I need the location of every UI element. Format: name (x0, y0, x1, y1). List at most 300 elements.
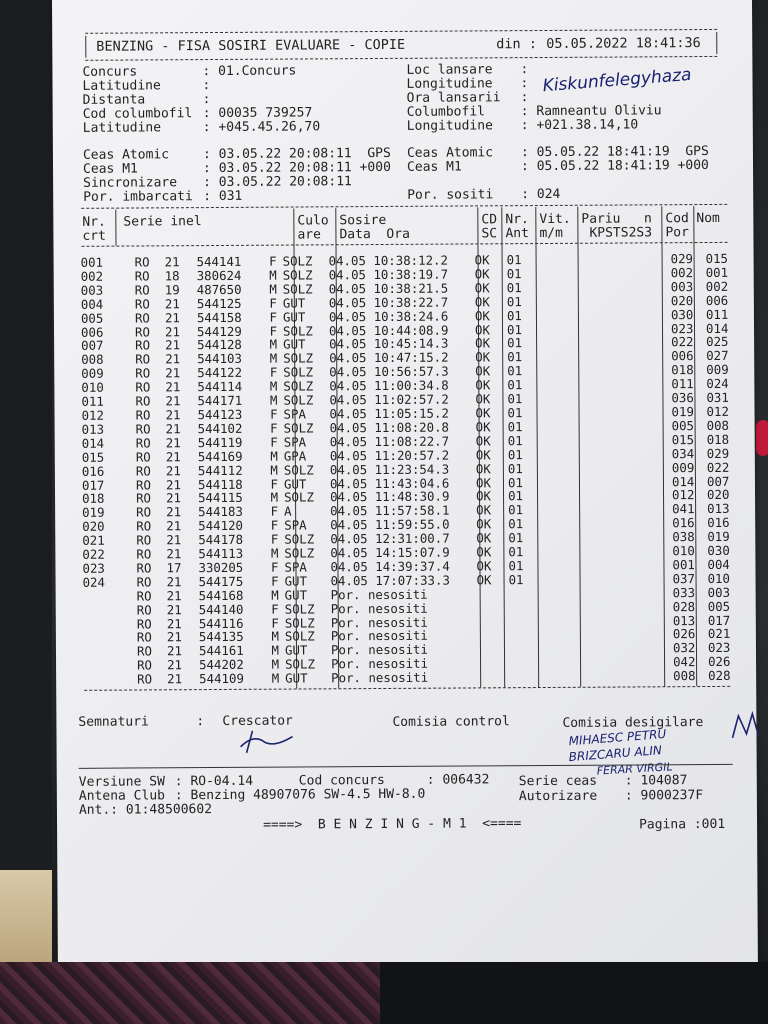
cell-nom: 020 (706, 487, 730, 503)
header-serie: Serie inel (123, 214, 202, 230)
cell-nom: 023 (707, 640, 731, 656)
cell-cd: OK (476, 502, 492, 518)
info-value: : (202, 92, 211, 108)
cell-inel: 544102 (197, 420, 243, 436)
cell-cod: 005 (671, 417, 695, 434)
red-object (756, 420, 768, 456)
cell-ant: 01 (508, 571, 524, 588)
cell-sex: F (271, 573, 279, 589)
cell-nr: 021 (82, 532, 105, 548)
header-left-border (85, 36, 86, 58)
cell-cd: OK (474, 280, 490, 296)
cell-tara: RO (134, 310, 150, 326)
cell-nom: 007 (706, 473, 730, 489)
cell-inel: 544135 (198, 629, 244, 645)
cell-nr: 016 (81, 463, 105, 479)
cell-sex: M (269, 378, 278, 394)
cell-tara: RO (135, 449, 151, 465)
cell-inel: 544116 (198, 615, 244, 631)
cell-sex: F (270, 420, 278, 436)
cell-ant: 01 (507, 432, 523, 449)
cell-sex: M (270, 448, 278, 464)
cell-nom: 031 (706, 389, 729, 406)
cell-sex: F (270, 476, 279, 492)
cell-nr (83, 603, 117, 617)
cell-nr: 004 (80, 296, 104, 312)
cell-sosire: 04.05 10:38:22.7 (328, 294, 449, 311)
cell-sosire: 04.05 11:00:34.8 (329, 377, 449, 394)
cell-cd (473, 629, 501, 643)
cell-tara: RO (136, 546, 152, 562)
comisia-control-label: Comisia control (392, 714, 510, 730)
cell-inel: 544123 (197, 406, 243, 423)
header-mm: m/m (539, 225, 563, 242)
cell-sex: M (271, 587, 279, 603)
cell-sex: F (271, 615, 279, 631)
cell-sosire: 04.05 11:02:57.2 (329, 391, 449, 408)
cell-cod: 011 (671, 376, 694, 392)
cell-sex: M (269, 350, 278, 367)
cell-ant: 01 (507, 419, 523, 435)
info-label: Cod columbofil (82, 106, 193, 122)
clock-value: : 031 (203, 188, 243, 205)
cell-sosire: Por. nesositi (330, 614, 428, 630)
handwritten-location: Kiskunfelegyhaza (541, 64, 693, 97)
cell-inel: 544168 (198, 587, 244, 603)
cell-inel: 544125 (196, 295, 242, 311)
footer-antena-label: Antena Club (78, 788, 166, 804)
header-nom: Nom (696, 210, 720, 227)
cell-ant (501, 656, 543, 670)
cell-an: 21 (164, 254, 180, 270)
cell-nom: 022 (706, 459, 730, 475)
header-kpsts: KPSTS2S3 (589, 225, 653, 241)
cell-nom: 012 (706, 403, 729, 419)
header-cd: CD (481, 212, 498, 228)
cell-sex: M (269, 281, 277, 297)
info-label: Concurs (82, 64, 138, 80)
printout-paper (52, 0, 758, 968)
cell-cod: 034 (671, 445, 695, 461)
cell-sex: F (270, 517, 279, 533)
cell-nom: 002 (705, 278, 729, 294)
clock-label: Por. imbarcati (83, 189, 193, 205)
cell-nr: 009 (81, 365, 104, 382)
cell-cul: GUT (284, 587, 308, 603)
info-label: Latitudine (82, 78, 161, 94)
cell-sex: F (269, 253, 277, 269)
cell-cd: OK (476, 572, 492, 588)
info-value: : +021.38.14,10 (520, 117, 639, 134)
cell-cod: 037 (672, 570, 695, 587)
cell-sosire: 04.05 10:47:15.2 (329, 349, 449, 366)
column-divider (115, 210, 116, 246)
cell-an: 18 (164, 268, 180, 284)
cell-sex: F (270, 559, 279, 575)
cell-tara: RO (136, 490, 152, 506)
cell-ant: 01 (508, 502, 524, 518)
cell-nom: 026 (708, 654, 731, 670)
header-nr-ant: Nr. (505, 212, 529, 228)
cell-inel: 544140 (198, 601, 244, 617)
cell-inel: 544158 (196, 309, 242, 325)
cell-sosire: Por. nesositi (330, 600, 428, 616)
cell-cul: SPA (284, 559, 307, 575)
cell-an: 21 (165, 435, 181, 451)
header-right-border (716, 32, 717, 54)
cell-ant: 01 (507, 474, 523, 490)
cell-nom: 001 (705, 264, 729, 280)
cell-cod: 026 (672, 626, 696, 642)
cell-inel: 544202 (199, 657, 244, 673)
cell-sex: M (270, 462, 278, 478)
cell-cod: 015 (671, 431, 695, 448)
header-nr: Nr. (82, 214, 106, 230)
cell-tara: RO (135, 462, 151, 479)
cell-an: 21 (165, 448, 181, 465)
cell-cul: SOLZ (284, 628, 315, 645)
cell-tara: RO (136, 602, 152, 618)
cell-inel: 544103 (197, 351, 243, 367)
info-value: : +045.45.26,70 (202, 119, 321, 136)
cell-cul: GUT (284, 642, 308, 658)
cell-cul: SPA (283, 406, 306, 422)
cell-ant (501, 601, 543, 615)
cell-tara: RO (134, 282, 150, 298)
comisia-desigilare-label: Comisia desigilare (562, 715, 704, 731)
cell-cod: 028 (672, 598, 696, 614)
cell-nom: 008 (706, 417, 730, 433)
footer-banner: ====> B E N Z I N G - M 1 <==== (262, 816, 522, 833)
cell-an: 21 (166, 504, 182, 520)
cell-sosire: Por. nesositi (330, 628, 428, 644)
footer-serie-ceas-value: : 104087 (624, 773, 688, 789)
cell-ant: 01 (507, 363, 523, 379)
signatures-label: Semnaturi (78, 714, 149, 730)
cell-an: 21 (165, 476, 181, 492)
clock-value: : 03.05.22 20:08:11 +000 (202, 159, 391, 177)
header-ant: Ant (505, 226, 529, 242)
cell-cul: SOLZ (282, 281, 313, 297)
cell-sex: F (269, 364, 278, 380)
cell-sosire: 04.05 14:15:07.9 (330, 544, 450, 561)
clock-label: Por. sositi (407, 187, 494, 203)
cell-inel: 544122 (197, 365, 243, 381)
cell-cod: 029 (670, 251, 694, 267)
header-sosire: Sosire (339, 212, 387, 229)
cell-an: 19 (164, 282, 180, 298)
cell-cul: SOLZ (283, 378, 314, 394)
cell-tara: RO (135, 435, 151, 451)
cell-an: 21 (164, 309, 180, 325)
cell-nr: 007 (81, 338, 104, 354)
cell-nom: 005 (707, 598, 731, 614)
cell-cod: 022 (671, 334, 694, 350)
arrivals-table (81, 252, 739, 687)
cell-tara: RO (136, 574, 152, 590)
cell-sosire: 04.05 17:07:33.3 (330, 572, 450, 589)
cell-ant: 01 (507, 391, 523, 407)
cell-sosire: Por. nesositi (330, 586, 428, 603)
cell-cd: OK (475, 447, 491, 463)
cell-inel: 544114 (197, 379, 243, 395)
header-vit: Vit. (539, 211, 571, 228)
cell-inel: 544171 (197, 392, 243, 409)
cell-cd: OK (475, 349, 491, 365)
header-culoare: Culo (297, 213, 329, 229)
cell-nr: 018 (82, 491, 105, 507)
cell-cul: SOLZ (283, 350, 314, 366)
cell-tara: RO (134, 254, 150, 270)
cell-cod: 012 (671, 487, 695, 503)
cell-cul: SOLZ (284, 531, 315, 547)
cell-nr: 003 (80, 282, 104, 298)
cell-cd: OK (475, 488, 492, 504)
cell-cul: GUT (282, 295, 306, 311)
cell-ant: 01 (508, 530, 524, 546)
cell-an: 21 (166, 546, 182, 562)
cell-nom: 018 (706, 431, 730, 447)
cell-cd: OK (475, 433, 491, 449)
info-label: Longitudine (406, 118, 493, 134)
cell-cod: 041 (672, 501, 695, 517)
info-value: : (520, 76, 529, 92)
cell-cd: OK (475, 474, 491, 490)
clock-value: : 05.05.22 18:41:19 +000 (520, 157, 709, 175)
desigilare-signature (728, 710, 762, 744)
cell-an: 21 (164, 295, 180, 312)
cell-cd: OK (476, 516, 492, 532)
cell-tara: RO (136, 643, 152, 659)
cell-cod: 033 (672, 584, 696, 600)
cell-cul: SPA (284, 517, 307, 533)
cell-tara: RO (134, 268, 150, 284)
cell-ant (501, 615, 543, 629)
cell-nr: 020 (82, 518, 105, 535)
cell-cd: OK (474, 266, 490, 282)
cell-ant (501, 670, 543, 684)
footer-versiune-label: Versiune SW (78, 774, 165, 790)
cell-tara: RO (135, 476, 151, 492)
cell-ant: 01 (508, 544, 524, 560)
wood-surface (0, 870, 52, 970)
cell-cd: OK (476, 530, 492, 546)
header-pariu: Pariu n (581, 211, 652, 227)
clock-label: Ceas Atomic (82, 147, 170, 163)
cell-nr: 023 (82, 560, 105, 576)
cell-cod: 042 (673, 654, 696, 670)
cell-cul: GUT (282, 309, 306, 325)
cell-nom: 013 (707, 501, 730, 517)
crescator-label: Crescator (222, 713, 293, 729)
cell-cod: 009 (671, 459, 695, 475)
cell-tara: RO (135, 337, 151, 353)
cell-nr: 010 (81, 379, 104, 395)
cell-inel: 544129 (196, 323, 242, 339)
header-din-value: 05.05.2022 18:41:36 (546, 35, 701, 52)
cell-ant (501, 628, 543, 642)
cell-nr (83, 659, 117, 673)
cell-nom: 016 (707, 515, 730, 531)
cell-inel: 544178 (198, 531, 244, 548)
header-sc: SC (481, 226, 498, 242)
cell-cd (473, 643, 501, 657)
cell-nom: 015 (705, 250, 729, 267)
cell-nr: 024 (82, 574, 105, 590)
cell-an: 21 (164, 323, 180, 339)
cell-an: 21 (165, 393, 181, 409)
cell-cod: 010 (672, 543, 695, 559)
cell-nom: 030 (707, 542, 730, 559)
cell-sosire: 04.05 11:57:58.1 (330, 502, 450, 519)
cell-an: 21 (166, 587, 182, 604)
cell-tara: RO (134, 323, 150, 340)
cell-tara: RO (136, 504, 152, 520)
cell-cod: 002 (670, 264, 694, 281)
cell-cul: GUT (284, 573, 307, 589)
cell-tara: RO (135, 379, 151, 395)
cell-tara: RO (135, 407, 151, 423)
footer-ant: Ant.: 01:48500602 (78, 802, 213, 818)
cell-cod: 016 (672, 515, 695, 531)
clock-label: Sincronizare (83, 175, 178, 191)
cell-cul: SOLZ (285, 656, 315, 672)
cell-an: 21 (166, 518, 182, 534)
cell-ant: 01 (507, 488, 524, 504)
table-bottom-rule (84, 686, 730, 691)
cell-cul: SOLZ (283, 364, 314, 380)
cell-ant: 01 (506, 307, 522, 323)
cell-nom: 028 (708, 668, 731, 684)
info-label: Latitudine (82, 120, 162, 136)
cell-inel: 544118 (197, 476, 243, 492)
clock-label: Ceas M1 (82, 161, 138, 177)
cell-ant: 01 (508, 516, 524, 532)
header-culoare-2: are (297, 227, 321, 243)
cell-nom: 011 (705, 306, 729, 322)
cell-cul: SPA (283, 434, 307, 450)
cell-sex: F (271, 601, 279, 617)
cell-cd: OK (476, 558, 492, 574)
cell-tara: RO (135, 365, 151, 381)
cell-cul: GUT (283, 475, 307, 492)
cell-nr (83, 631, 117, 645)
cell-cd (473, 615, 501, 629)
header-din-label: din : (496, 36, 537, 53)
cell-cul: SOLZ (283, 392, 314, 408)
cell-sosire: 04.05 10:44:08.9 (328, 322, 449, 338)
cell-tara: RO (136, 518, 152, 534)
cell-nr: 019 (82, 505, 105, 521)
cell-cod: 008 (673, 668, 696, 684)
cell-sosire: 04.05 10:45:14.3 (329, 336, 449, 352)
cell-inel: 544128 (197, 337, 242, 353)
cell-nom: 019 (707, 528, 730, 545)
cell-nom: 004 (707, 556, 730, 572)
cell-nr: 005 (80, 310, 104, 326)
cell-an: 21 (165, 421, 181, 437)
cell-an: 21 (165, 379, 181, 395)
cell-tara: RO (136, 588, 152, 604)
cell-sosire: 04.05 10:38:24.6 (328, 308, 449, 324)
footer-serie-ceas-label: Serie ceas (518, 773, 598, 790)
cell-inel: 544120 (198, 518, 244, 534)
clock-value: : 024 (521, 186, 561, 203)
cell-nom: 017 (707, 612, 731, 628)
cell-inel: 544119 (197, 434, 243, 450)
cell-inel: 487650 (196, 281, 242, 297)
cell-cul: SOLZ (282, 267, 313, 283)
header-data-ora: Data Ora (339, 226, 410, 243)
cell-an: 21 (167, 657, 183, 673)
cell-tara: RO (137, 671, 153, 687)
cell-sosire: 04.05 14:39:37.4 (330, 558, 450, 575)
cell-cul: SOLZ (283, 489, 314, 505)
table-top-rule (81, 204, 727, 209)
cell-sex: F (269, 309, 277, 325)
cell-an: 21 (166, 615, 182, 631)
cell-cd: OK (474, 321, 490, 337)
cell-sex: M (270, 545, 279, 561)
info-label: Loc lansare (406, 62, 493, 78)
cell-cod: 014 (671, 473, 695, 489)
cell-nom: 024 (706, 376, 729, 392)
cell-cod: 006 (671, 348, 694, 364)
info-value: : (520, 90, 529, 106)
cell-cd (473, 587, 501, 601)
cell-tara: RO (136, 629, 152, 645)
clock-value: : 03.05.22 20:08:11 GPS (202, 145, 391, 163)
cell-sosire: Por. nesositi (331, 655, 429, 672)
cell-nr: 013 (81, 421, 105, 437)
cell-nr: 015 (81, 449, 105, 465)
cell-cod: 036 (671, 390, 694, 406)
cell-inel: 544113 (198, 545, 244, 562)
cell-nr (83, 617, 117, 631)
cell-inel: 544109 (199, 671, 244, 687)
clock-label: Ceas Atomic (406, 145, 494, 161)
info-value: : (520, 62, 529, 78)
info-label: Distanta (82, 92, 146, 108)
cell-sex: M (271, 643, 280, 659)
header-bottom-rule (85, 56, 717, 61)
cell-ant: 01 (506, 279, 522, 296)
cell-sosire: 04.05 10:38:21.5 (328, 280, 449, 297)
cell-inel: 544112 (197, 462, 243, 478)
cell-sex: F (270, 406, 278, 422)
info-value: : 00035 739257 (202, 105, 313, 122)
cell-cod: 013 (672, 612, 696, 628)
cell-inel: 330205 (198, 559, 244, 576)
cell-an: 21 (165, 365, 181, 381)
cell-nr: 002 (80, 268, 104, 284)
cell-cul: SOLZ (282, 253, 313, 269)
cell-ant: 01 (506, 266, 522, 282)
clock-value: : 05.05.22 18:41:19 GPS (520, 143, 709, 161)
footer-antena-value: : Benzing 48907076 SW-4.5 HW-8.0 (174, 786, 426, 804)
cell-cod: 023 (670, 320, 694, 336)
cell-ant: 01 (507, 446, 523, 462)
cell-nom: 027 (706, 348, 729, 364)
cell-cd: OK (475, 335, 491, 351)
cell-ant (501, 642, 543, 656)
cell-ant: 01 (506, 252, 522, 268)
cell-an: 21 (166, 574, 182, 590)
cell-cd: OK (475, 377, 491, 393)
cell-tara: RO (136, 532, 152, 548)
cell-nom: 025 (706, 334, 729, 350)
cell-ant: 01 (507, 349, 523, 365)
